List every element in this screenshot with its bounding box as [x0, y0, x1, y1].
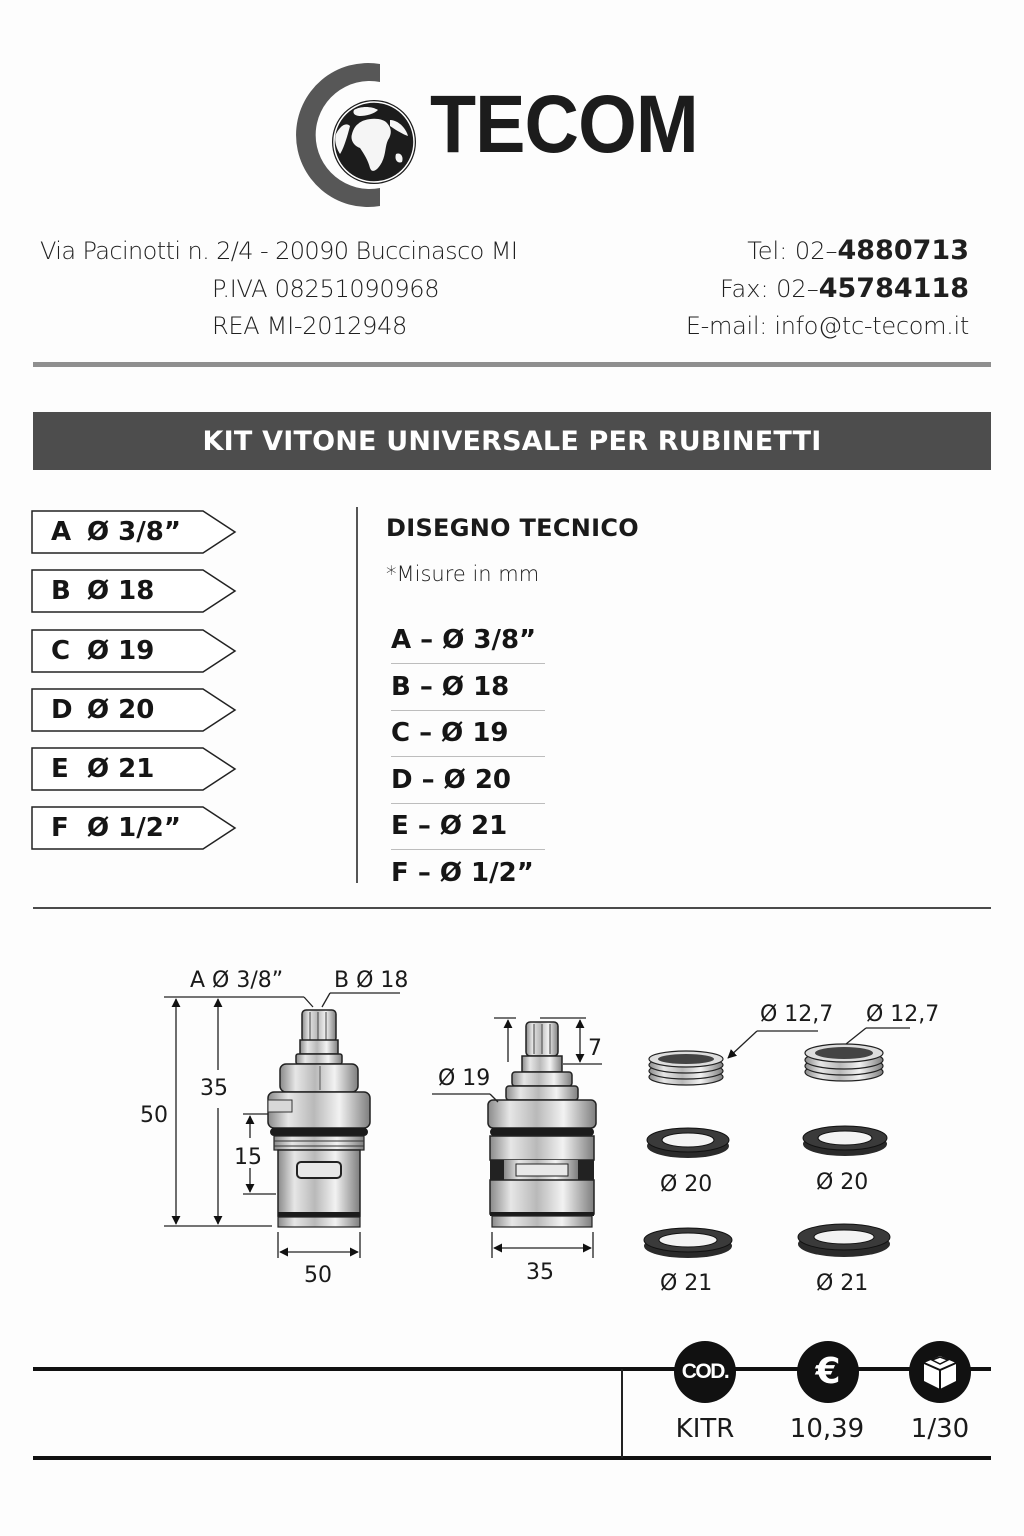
company-rea: REA MI-2012948: [212, 312, 408, 340]
washer-21-left-label: Ø 21: [660, 1271, 713, 1296]
technical-size-row: [391, 617, 545, 664]
phone-number: 4880713: [837, 235, 969, 266]
product-title: KIT VITONE UNIVERSALE PER RUBINETTI: [202, 425, 822, 457]
technical-size-row: [391, 757, 545, 804]
pack-quantity: 1/30: [910, 1414, 970, 1444]
size-tag-b: [31, 569, 237, 613]
dim-label-a: A Ø 3/8”: [190, 968, 284, 993]
technical-drawing-title: DISEGNO TECNICO: [386, 514, 639, 542]
technical-size-text: F – Ø 1/2”: [391, 858, 534, 888]
brand-name: TECOM: [430, 79, 698, 170]
technical-size-text: A – Ø 3/8”: [391, 625, 537, 655]
tag-size: Ø 18: [87, 576, 155, 606]
euro-symbol: €: [815, 1351, 841, 1392]
company-fax: [720, 275, 969, 302]
threaded-adapter-left: [649, 1051, 723, 1085]
technical-size-row: [391, 803, 545, 850]
dim-height-upper: 35: [200, 1076, 228, 1101]
box-icon: [909, 1341, 971, 1403]
cod-icon-label: COD.: [681, 1360, 729, 1383]
product-price: 10,39: [789, 1414, 865, 1444]
adapter-right-label: Ø 12,7: [866, 1002, 940, 1027]
technical-size-row: [391, 664, 545, 711]
size-tag-d: [31, 688, 237, 732]
technical-size-text: B – Ø 18: [391, 671, 510, 702]
tag-letter: B: [51, 576, 71, 606]
technical-size-text: C – Ø 19: [391, 718, 509, 749]
product-code: KITR: [675, 1414, 735, 1444]
footer-bottom-rule: [33, 1456, 991, 1460]
dim-width-2: 35: [526, 1260, 554, 1285]
phone-label: Tel: 02–: [747, 237, 838, 265]
technical-size-row: [391, 850, 545, 897]
tag-label: [51, 813, 181, 843]
adapter-left-label: Ø 12,7: [760, 1002, 834, 1027]
product-code-icon: [674, 1341, 736, 1403]
tag-label: [51, 636, 154, 666]
tag-label: [51, 517, 181, 547]
size-tag-a: [31, 510, 237, 554]
tag-size: Ø 21: [87, 754, 155, 784]
technical-size-row: [391, 710, 545, 757]
technical-drawing: [0, 940, 1024, 1320]
tag-size: Ø 20: [87, 695, 155, 725]
tag-size: Ø 3/8”: [87, 517, 181, 547]
size-tag-f: [31, 806, 237, 850]
company-email[interactable]: E-mail: info@tc-tecom.it: [685, 312, 969, 340]
tag-label: [51, 754, 154, 784]
tag-letter: F: [51, 813, 69, 843]
dim-width-1: 50: [304, 1263, 332, 1288]
tag-label: [51, 576, 154, 606]
column-divider: [356, 507, 358, 883]
tag-letter: A: [51, 517, 72, 547]
dim-label-b: B Ø 18: [334, 968, 409, 993]
package-icon: [920, 1352, 960, 1392]
euro-icon: [797, 1341, 859, 1403]
washer-20-left-label: Ø 20: [660, 1172, 713, 1197]
technical-size-text: D – Ø 20: [391, 764, 512, 795]
dim-height-thread: 15: [234, 1145, 262, 1170]
dim-height-total: 50: [140, 1103, 168, 1128]
company-vat: P.IVA 08251090968: [212, 275, 440, 303]
washer-21-left: [644, 1228, 732, 1258]
tag-letter: E: [51, 754, 69, 784]
section-divider: [33, 907, 991, 909]
cartridge-front-view: [268, 1010, 370, 1227]
washer-21-right-label: Ø 21: [816, 1271, 869, 1296]
washer-20-right-label: Ø 20: [816, 1170, 869, 1195]
company-phone: [747, 237, 969, 264]
washer-20-right: [803, 1126, 887, 1156]
header-divider: [33, 362, 991, 367]
measurement-note: *Misure in mm: [386, 562, 540, 586]
product-title-band: [33, 412, 991, 470]
technical-size-text: E – Ø 21: [391, 811, 508, 842]
size-tag-c: [31, 629, 237, 673]
dim-spline-height: 7: [588, 1036, 602, 1061]
tag-label: [51, 695, 154, 725]
company-address: Via Pacinotti n. 2/4 - 20090 Buccinasco MI: [40, 237, 518, 265]
tag-size: Ø 1/2”: [87, 813, 181, 843]
tag-size: Ø 19: [87, 636, 155, 666]
threaded-adapter-right: [805, 1044, 883, 1081]
tag-letter: C: [51, 636, 71, 666]
washer-20-left: [647, 1128, 729, 1158]
fax-label: Fax: 02–: [719, 275, 819, 303]
dim-diameter-19: Ø 19: [438, 1066, 491, 1091]
fax-number: 45784118: [818, 273, 969, 304]
washer-21-right: [798, 1224, 890, 1257]
size-tag-e: [31, 747, 237, 791]
tag-letter: D: [51, 695, 73, 725]
footer-divider: [621, 1369, 623, 1458]
